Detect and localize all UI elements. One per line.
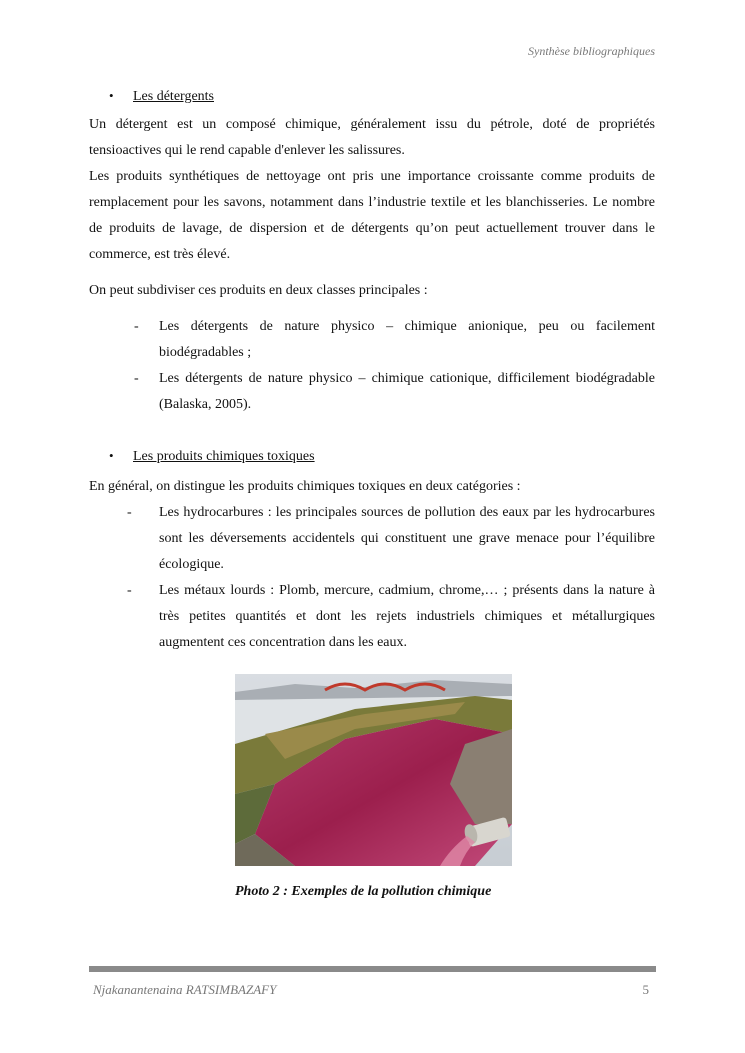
list: [89, 314, 655, 418]
list-item: [89, 314, 655, 366]
list-item: [89, 578, 655, 656]
section-heading-toxic: [109, 448, 655, 470]
figure: [89, 674, 655, 900]
pollution-photo: [235, 674, 512, 866]
footer-author: Njakanantenaina RATSIMBAZAFY: [93, 982, 277, 997]
list-item-text: Les détergents de nature physico – chimique cationique, difficilement biodégradable (Balaska, 2005).: [159, 371, 655, 412]
paragraph: On peut subdiviser ces produits en deux classes principales :: [89, 283, 428, 298]
dash-marker: -: [127, 505, 132, 520]
list-item: [89, 366, 655, 418]
page-content: [89, 88, 655, 900]
paragraph: En général, on distingue les produits chimiques toxiques en deux catégories :: [89, 479, 521, 494]
section-heading-detergents: [109, 88, 655, 110]
bullet-icon: •: [109, 448, 114, 463]
list: [89, 500, 655, 656]
footer-divider: [89, 966, 656, 972]
dash-marker: -: [134, 371, 139, 386]
running-header: Synthèse bibliographiques: [528, 44, 655, 58]
list-item: [89, 500, 655, 578]
heading-text: Les détergents: [133, 89, 214, 104]
heading-text: Les produits chimiques toxiques: [133, 449, 315, 464]
list-item-text: Les hydrocarbures : les principales sources de pollution des eaux par les hydrocarbures sont les déversements accidentels qui constituent une grave menace pour l’équilibre écologique.: [159, 505, 655, 572]
list-item-text: Les métaux lourds : Plomb, mercure, cadmium, chrome,… ; présents dans la nature à très petites quantités et dont les rejets industriels chimiques et métallurgiques augmentent ces concentration dans les eaux.: [159, 583, 655, 650]
figure-caption: Photo 2 : Exemples de la pollution chimique: [235, 884, 492, 899]
bullet-icon: •: [109, 88, 114, 103]
paragraph: Un détergent est un composé chimique, généralement issu du pétrole, doté de propriétés tensioactives qui le rend capable d'enlever les salissures.: [89, 117, 655, 158]
page-number: 5: [642, 982, 649, 997]
dash-marker: -: [134, 319, 139, 334]
paragraph: Les produits synthétiques de nettoyage ont pris une importance croissante comme produits de remplacement pour les savons, notamment dans l’industrie textile et les blanchisseries. Le nombre de produits de lavage, de dispersion et de détergents qu’on peut actuellement trouver dans le commerce, est très élevé.: [89, 169, 655, 262]
list-item-text: Les détergents de nature physico – chimique anionique, peu ou facilement biodégradables ;: [159, 319, 655, 360]
dash-marker: -: [127, 583, 132, 598]
